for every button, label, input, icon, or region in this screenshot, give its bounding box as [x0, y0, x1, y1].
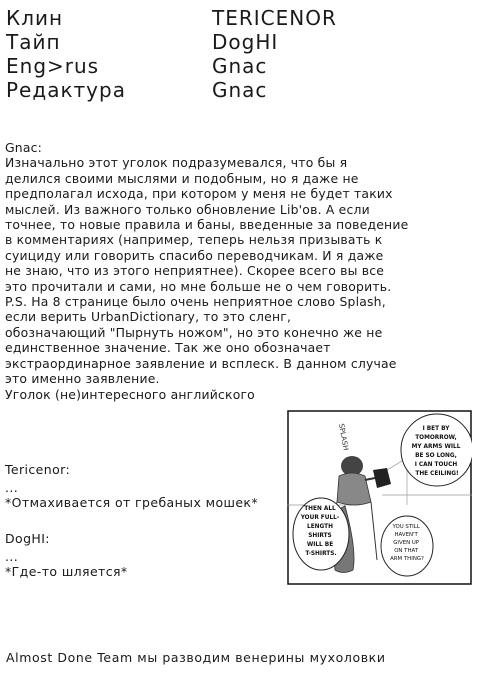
credit-name: DogHI: [212, 30, 279, 54]
credit-role: Eng>rus: [6, 54, 100, 78]
comment-speaker: DogHI:: [5, 531, 50, 546]
note-line: не знаю, что из этого неприятнее). Скорее всего вы все: [5, 263, 385, 279]
credit-role: Тайп: [6, 30, 61, 54]
credit-row: [6, 54, 472, 78]
credit-row: [6, 6, 472, 30]
credit-name: TERICENOR: [212, 6, 337, 30]
translator-note: [5, 140, 473, 402]
splash-sfx: SPLASH: [337, 422, 350, 452]
note-line: в комментариях (например, теперь нельзя призывать к: [5, 232, 383, 248]
footer-team-line: Almost Done Team мы разводим венерины мухоловки: [6, 650, 386, 665]
comment-text: *Где-то шляется*: [5, 564, 128, 579]
note-line: экстраординарное заявление и всплеск. В данном случае: [5, 355, 397, 371]
credit-row: [6, 78, 472, 102]
note-line: точнее, то новые правила и баны, введенные за поведение: [5, 217, 409, 233]
bubble-left-text: THEN ALL YOUR FULL- LENGTH SHIRTS WILL BE T-SHIRTS.: [300, 506, 340, 557]
credit-role: Клин: [6, 6, 64, 30]
note-line: если верить UrbanDictionary, то это сленг,: [5, 309, 292, 325]
note-line: P.S. На 8 странице было очень неприятное слово Splash,: [5, 294, 386, 310]
comment-dots: ...: [5, 549, 19, 564]
comment-dots: ...: [5, 480, 19, 495]
note-line: делился своими мыслями и подобным, но я даже не: [5, 170, 359, 186]
bubble-top-text: I BET BY TOMORROW, MY ARMS WILL BE SO LONG, I CAN TOUCH THE CEILING!: [411, 426, 461, 477]
note-line: суициду или говорить спасибо переводчикам. И я даже: [5, 247, 384, 263]
credit-row: [6, 30, 472, 54]
credits-block: [6, 6, 472, 102]
note-line: обозначающий "Пырнуть ножом", но это конечно же не: [5, 324, 383, 340]
note-line: мыслей. Из важного только обновление Lib'ов. А если: [5, 201, 370, 217]
credit-name: Gnac: [212, 78, 268, 102]
bubble-right-text: YOU STILL HAVEN'T GIVEN UP ON THAT ARM THING?: [390, 524, 424, 562]
note-line: Изначально этот уголок подразумевался, что бы я: [5, 155, 348, 171]
credit-role: Редактура: [6, 78, 126, 102]
manga-panel: [287, 410, 472, 585]
comment-speaker: Tericenor:: [5, 462, 71, 477]
note-line: это именно заявление.: [5, 371, 160, 387]
credit-name: Gnac: [212, 54, 268, 78]
comment-tericenor: [5, 462, 258, 510]
comment-text: *Отмахивается от гребаных мошек*: [5, 495, 259, 510]
note-line: это прочитали и сами, но мне больше не о чем говорить.: [5, 278, 392, 294]
comment-doghi: [5, 531, 128, 579]
section-title: Уголок (не)интересного английского: [5, 386, 255, 402]
note-author: Gnac:: [5, 140, 43, 155]
note-line: предполагал исхода, при котором у меня не будет таких: [5, 186, 393, 202]
note-line: единственное значение. Так же оно обозначает: [5, 340, 331, 356]
